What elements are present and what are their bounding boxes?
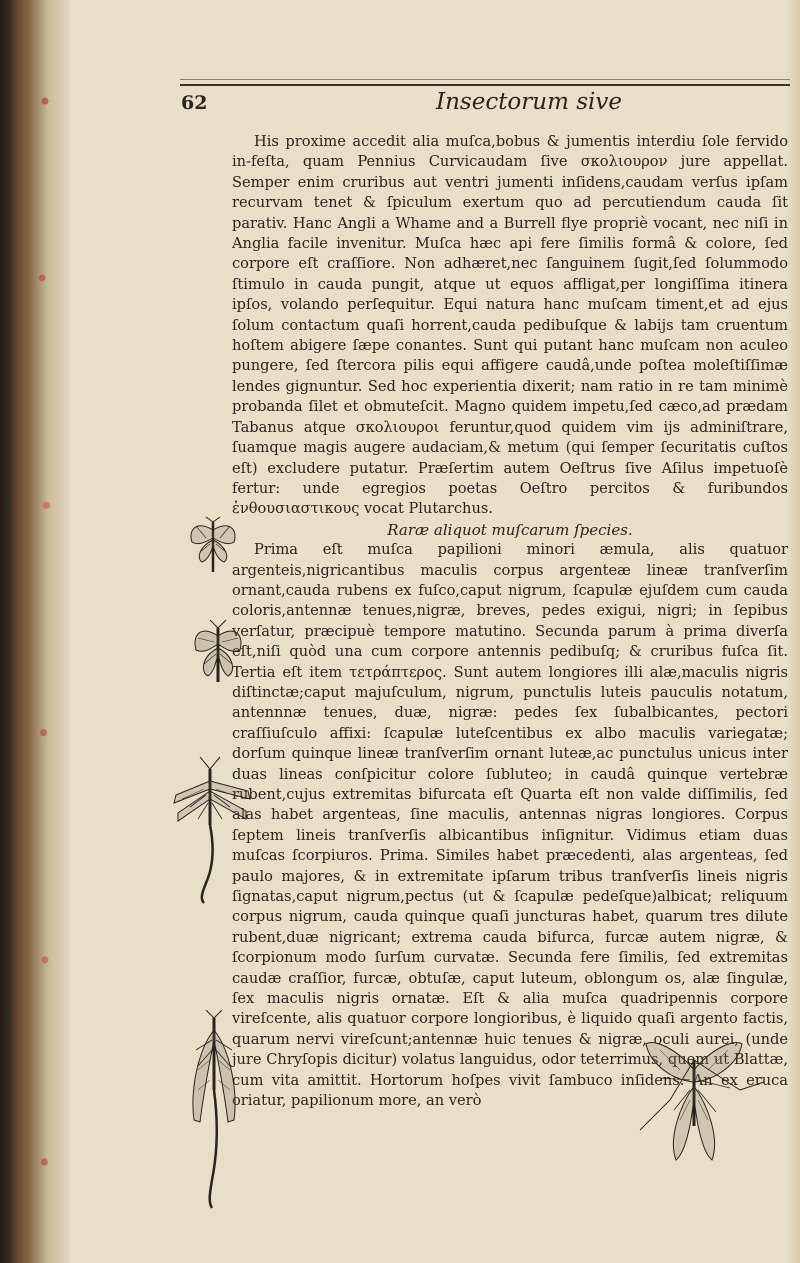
header-rule xyxy=(180,84,790,86)
binding-stain xyxy=(30,0,60,1263)
page-edge xyxy=(786,0,800,1263)
section-heading: Raræ aliquot muſcarum ſpecies. xyxy=(387,520,633,539)
paragraph-one: His proxime accedit alia muſca,bobus & jumentis interdiu ſole fervido in-feſta, quam Pennius Curvicaudam ſive σκολιουρον jure appellat. Semper enim cruribus aut ventri jumenti inſidens,caudam verſus ipſam recurvam tenet & ſpiculum exertum quo ad percutiendum cauda ſit parativ. Hanc Angli a Whame and a Burrell flye propriè vocant, nec niſi in Anglia facile invenitur. Muſca hæc api fere ſimilis formâ & colore, ſed corpore eſt craſſiore. Non adhæret,nec ſanguinem ſugit,ſed ſolummodo ſtimulo in cauda pungit, atque ut equos affligat,per longiſſima itinera ipſos, volando perſequitur. Equi natura hanc muſcam timent,et ad ejus ſolum contactum quaſi horrent,cauda pedibuſque & labijs tam cruentum hoſtem abigere ſæpe conantes. Sunt qui putant hanc muſcam non aculeo pungere, ſed ſtercora pilis equi affigere caudâ,unde poſtea moleſtiſſimæ lendes gignuntur. Sed hoc experientia dixerit; nam ratio in re tam minimè probanda ſilet et obmuteſcit. Magno quidem impetu,ſed cæco,ad prædam Tabanus atque σκολιουροι feruntur,quod quidem vim ijs adminiſtrare, ſuamque magis augere audaciam,& metum (qui ſemper ſecuritatis cuſtos eſt) excludere putatur. Præſertim autem Oeſtrus ſive Aſilus impetuoſè fertur: unde egregios poetas Oeſtro percitos & furibundos ἐνθουσιαστικους vocat Plutarchus. xyxy=(232,133,788,518)
running-title: Insectorum sive xyxy=(436,89,622,115)
moth-icon xyxy=(186,516,240,578)
lacewing-icon xyxy=(620,1030,770,1180)
butterfly-icon xyxy=(192,618,244,690)
page-text xyxy=(232,132,788,1112)
page-number: 62 xyxy=(181,92,208,114)
scorpionfly-icon xyxy=(184,1010,244,1210)
paragraph-two: Prima eſt muſca papilioni minori æmula, alis quatuor argenteis,nigricantibus maculis corpus argenteæ lineæ tranſverſim ornant,cauda rubens ex fuſco,caput nigrum, ſcapulæ ejuſdem cum cauda coloris,antennæ tenues,nigræ, breves, pedes exigui, nigri; in ſepibus verſatur, præcipuè tempore matutino. Secunda parum à prima diverſa eſt,niſi quòd una cum corpore antennis pedibuſq; & cruribus fuſca ſit. Tertia eſt item τετράπτερος. Sunt autem longiores illi alæ,maculis nigris diſtinctæ;caput majuſculum, nigrum, punctulis luteis pauculis notatum, antennnæ tenues, duæ, nigræ: pedes ſex ſubalbicantes, pectori craſſiuſculo affixi: ſcapulæ luteſcentibus ex albo maculis variegatæ; dorſum quinque lineæ tranſverſim ornant luteæ,ac punctulus unicus inter duas lineas conſpicitur colore ſubluteo; in caudâ quinque vertebræ rubent,cujus extremitas bifurcata eſt Quarta eſt non valde diſſimilis, ſed alas habet argenteas, ſine maculis, antennas nigras longiores. Corpus ſeptem lineis tranſverſis albicantibus inſignitur. Vidimus etiam duas muſcas ſcorpiuros. Prima. Similes habet præcedenti, alas argenteas, ſed paulo majores, & in extremitate ipſarum tribus tranſverſis lineis nigris ſignatas,caput nigrum,pectus (ut & ſcapulæ pedeſque)albicat; reliquum corpus nigrum, cauda quinque quaſi juncturas habet, quarum tres dilute rubent,duæ nigricant; extrema cauda bifurca, furcæ autem nigræ, & ſcorpionum modo ſurſum curvatæ. Secunda fere ſimilis, ſed extremitas caudæ craſſior, furcæ, obtuſæ, caput luteum, oblongum os, alæ ſingulæ, ſex maculis nigris ornatæ. Eſt & alia muſca quadripennis corpore vireſcente, alis quatuor corpore longioribus, è liquido quaſi argento factis, quarum nervi vireſcunt;antennæ huic tenues & nigræ, oculi aurei, (unde jure Chryſopis dicitur) volatus languidus, odor teterrimus, quem ut Blattæ, cum vita amittit. Hortorum hoſpes vivit ſambuco inſidens. An ex eruca oriatur, papilionum more, an verò xyxy=(232,541,788,1110)
scorpionfly-icon xyxy=(170,755,252,905)
header-rule-faint xyxy=(180,79,790,80)
